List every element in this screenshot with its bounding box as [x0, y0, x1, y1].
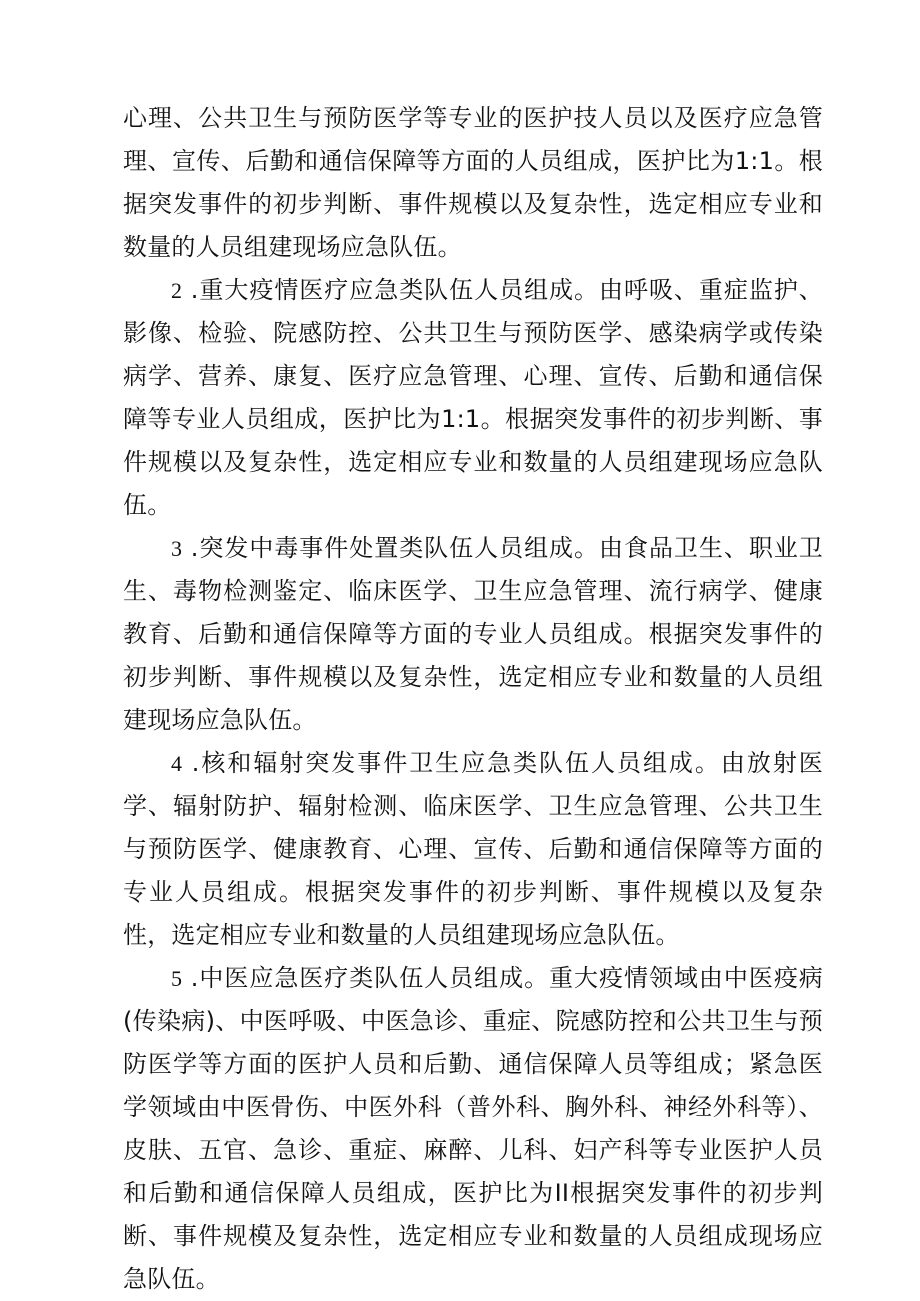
document-page — [123, 97, 823, 1301]
paragraph-3-number: 3 — [171, 536, 183, 561]
paragraph-1 — [123, 97, 823, 269]
paragraph-2 — [123, 269, 823, 527]
paragraph-4-number: 4 — [171, 751, 183, 776]
paragraph-2-text: .重大疫情医疗应急类队伍人员组成。由呼吸、重症监护、影像、检验、院感防控、公共卫生与预防医学、感染病学或传染病学、营养、康复、医疗应急管理、心理、宣传、后勤和通信保障等专业人员组成，医护比为1:1。根据突发事件的初步判断、事件规模以及复杂性，选定相应专业和数量的人员组建现场应急队伍。 — [123, 276, 823, 519]
paragraph-2-number: 2 — [171, 278, 183, 303]
paragraph-5 — [123, 957, 823, 1301]
paragraph-1-text: 心理、公共卫生与预防医学等专业的医护技人员以及医疗应急管理、宣传、后勤和通信保障等方面的人员组成，医护比为1:1。根据突发事件的初步判断、事件规模以及复杂性，选定相应专业和数量的人员组建现场应急队伍。 — [123, 104, 823, 261]
paragraph-3-text: .突发中毒事件处置类队伍人员组成。由食品卫生、职业卫生、毒物检测鉴定、临床医学、卫生应急管理、流行病学、健康教育、后勤和通信保障等方面的专业人员组成。根据突发事件的初步判断、事件规模以及复杂性，选定相应专业和数量的人员组建现场应急队伍。 — [123, 534, 823, 734]
paragraph-4 — [123, 742, 823, 957]
paragraph-5-text: .中医应急医疗类队伍人员组成。重大疫情领域由中医疫病(传染病)、中医呼吸、中医急诊、重症、院感防控和公共卫生与预防医学等方面的医护人员和后勤、通信保障人员等组成；紧急医学领域由中医骨伤、中医外科（普外科、胸外科、神经外科等）、皮肤、五官、急诊、重症、麻醉、儿科、妇产科等专业医护人员和后勤和通信保障人员组成，医护比为II根据突发事件的初步判断、事件规模及复杂性，选定相应专业和数量的人员组成现场应急队伍。 — [123, 964, 823, 1293]
paragraph-3 — [123, 527, 823, 742]
paragraph-5-number: 5 — [171, 966, 183, 991]
paragraph-4-text: .核和辐射突发事件卫生应急类队伍人员组成。由放射医学、辐射防护、辐射检测、临床医学、卫生应急管理、公共卫生与预防医学、健康教育、心理、宣传、后勤和通信保障等方面的专业人员组成。根据突发事件的初步判断、事件规模以及复杂性，选定相应专业和数量的人员组建现场应急队伍。 — [123, 749, 823, 949]
